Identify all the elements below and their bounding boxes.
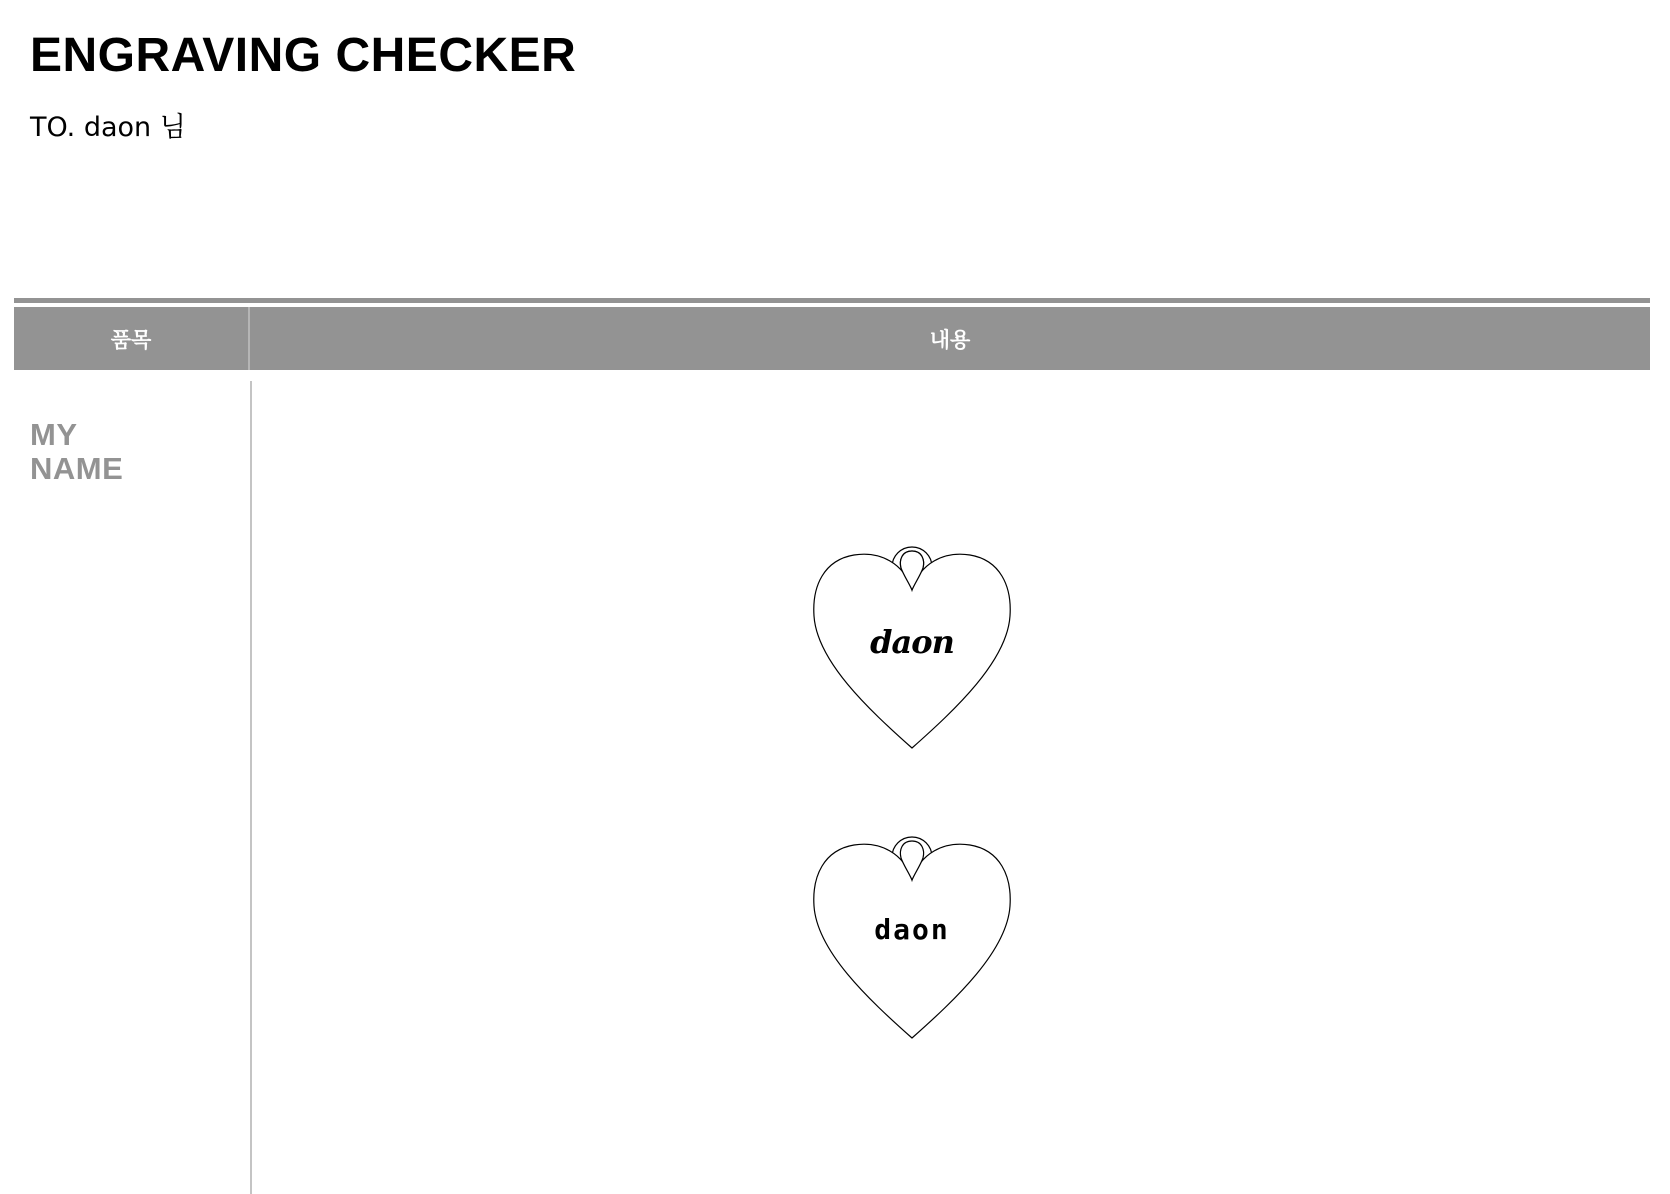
table-header-row: [14, 307, 1650, 370]
item-label-line-2: NAME: [30, 451, 124, 486]
column-divider: [250, 381, 252, 1194]
column-header-item: 품목: [14, 307, 250, 370]
page-title: ENGRAVING CHECKER: [30, 29, 577, 82]
recipient-line: TO. daon 님: [30, 112, 186, 143]
engraving-preview-2: [808, 831, 1016, 1047]
column-header-content: 내용: [929, 327, 971, 352]
item-label-line-1: MY: [30, 417, 78, 452]
engraving-preview-1: [808, 541, 1016, 757]
engraving-text-1: daon: [870, 623, 954, 661]
item-label: [30, 418, 123, 486]
table-top-rule: [14, 298, 1650, 303]
engraving-table: [14, 298, 1650, 1194]
engraving-text-2: daon: [874, 913, 950, 946]
